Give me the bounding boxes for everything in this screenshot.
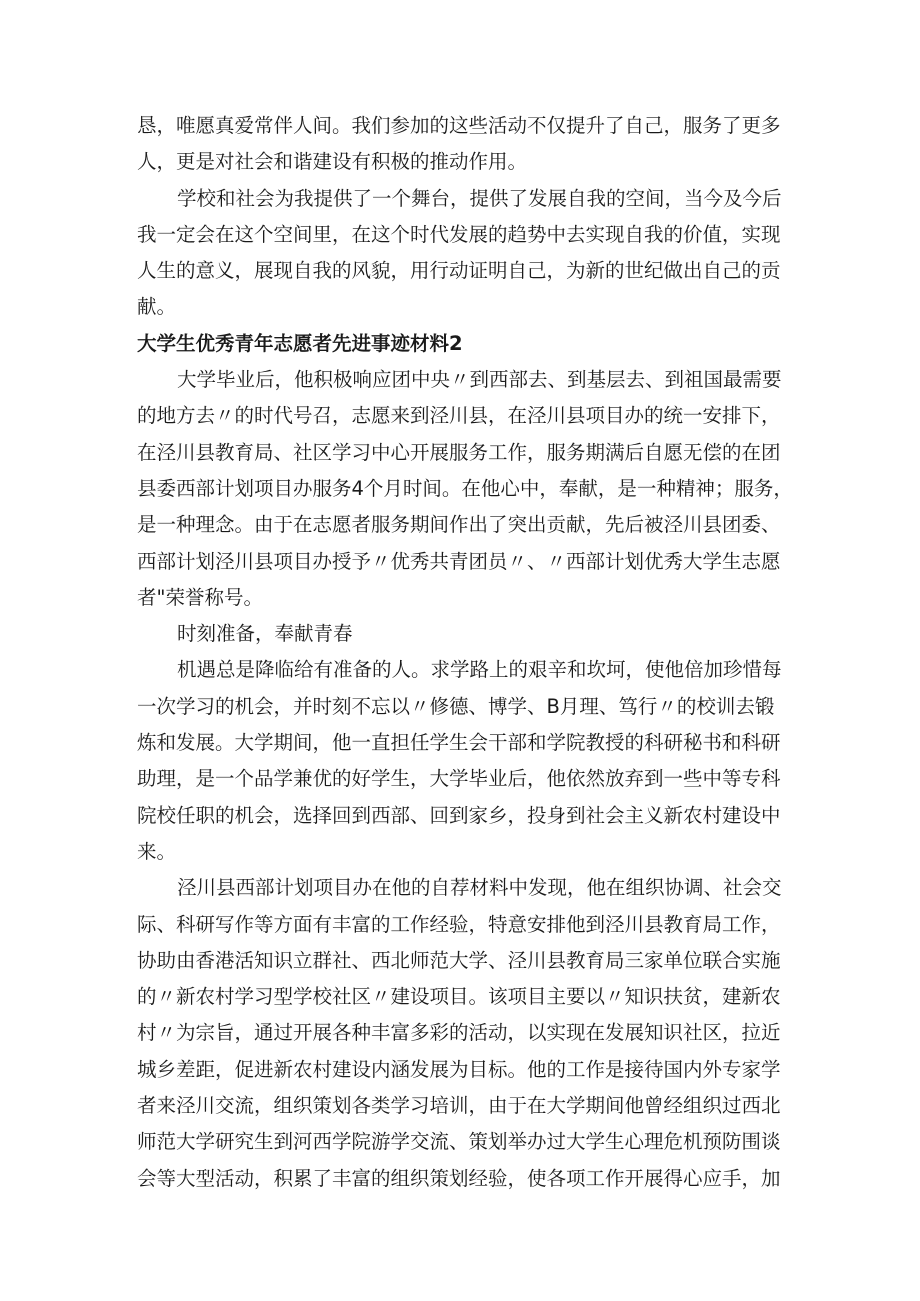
text-line: 协助由香港活知识立群社、西北师范大学、泾川县教育局三家单位联合实施 bbox=[137, 948, 781, 972]
text-line: 人生的意义，展现自我的风貌，用行动证明自己，为新的世纪做出自己的贡 bbox=[137, 259, 781, 283]
text-line: 来。 bbox=[137, 839, 177, 863]
text-line: 县委西部计划项目办服务4个月时间。在他心中，奉献，是一种精神；服务， bbox=[137, 476, 793, 500]
section-heading: 大学生优秀青年志愿者先进事迹材料2 bbox=[137, 331, 463, 355]
text-line: 机遇总是降临给有准备的人。求学路上的艰辛和坎坷，使他倍加珍惜每 bbox=[177, 658, 782, 682]
text-line: 者"荣誉称号。 bbox=[137, 585, 263, 609]
text-line: 是一种理念。由于在志愿者服务期间作出了突出贡献，先后被泾川县团委、 bbox=[137, 513, 781, 537]
text-line: 助理，是一个品学兼优的好学生，大学毕业后，他依然放弃到一些中等专科 bbox=[137, 767, 781, 791]
text-line: 的地方去〃的时代号召，志愿来到泾川县，在泾川县项目办的统一安排下， bbox=[137, 404, 781, 428]
text-line: 献。 bbox=[137, 295, 177, 319]
text-line: 时刻准备，奉献青春 bbox=[177, 622, 353, 646]
text-line: 人，更是对社会和谐建设有积极的推动作用。 bbox=[137, 150, 528, 174]
document-body bbox=[137, 108, 797, 1197]
text-line: 的〃新农村学习型学校社区〃建设项目。该项目主要以〃知识扶贫，建新农 bbox=[137, 985, 781, 1009]
text-line: 师范大学研究生到河西学院游学交流、策划举办过大学生心理危机预防围谈 bbox=[137, 1130, 781, 1154]
text-line: 我一定会在这个空间里，在这个时代发展的趋势中去实现自我的价值，实现 bbox=[137, 222, 781, 246]
text-line: 学校和社会为我提供了一个舞台，提供了发展自我的空间，当今及今后 bbox=[177, 186, 782, 210]
text-line: 者来泾川交流，组织策划各类学习培训，由于在大学期间他曾经组织过西北 bbox=[137, 1094, 781, 1118]
text-line: 在泾川县教育局、社区学习中心开展服务工作，服务期满后自愿无偿的在团 bbox=[137, 440, 781, 464]
text-line: 会等大型活动，积累了丰富的组织策划经验，使各项工作开展得心应手，加 bbox=[137, 1166, 781, 1190]
text-line: 际、科研写作等方面有丰富的工作经验，特意安排他到泾川县教育局工作， bbox=[137, 912, 781, 936]
text-line: 村〃为宗旨，通过开展各种丰富多彩的活动，以实现在发展知识社区，拉近 bbox=[137, 1021, 781, 1045]
text-line: 城乡差距，促进新农村建设内涵发展为目标。他的工作是接待国内外专家学 bbox=[137, 1057, 781, 1081]
text-line: 大学毕业后，他积极响应团中央〃到西部去、到基层去、到祖国最需要 bbox=[177, 368, 782, 392]
text-line: 院校任职的机会，选择回到西部、回到家乡，投身到社会主义新农村建设中 bbox=[137, 803, 781, 827]
text-line: 恳，唯愿真爱常伴人间。我们参加的这些活动不仅提升了自己，服务了更多 bbox=[137, 114, 781, 137]
text-line: 炼和发展。大学期间，他一直担任学生会干部和学院教授的科研秘书和科研 bbox=[137, 731, 781, 755]
text-line: 西部计划泾川县项目办授予〃优秀共青团员〃、〃西部计划优秀大学生志愿 bbox=[137, 549, 781, 573]
text-line: 一次学习的机会，并时刻不忘以〃修德、博学、B月理、笃行〃的校训去锻 bbox=[137, 694, 775, 718]
text-line: 泾川县西部计划项目办在他的自荐材料中发现，他在组织协调、社会交 bbox=[177, 876, 782, 900]
